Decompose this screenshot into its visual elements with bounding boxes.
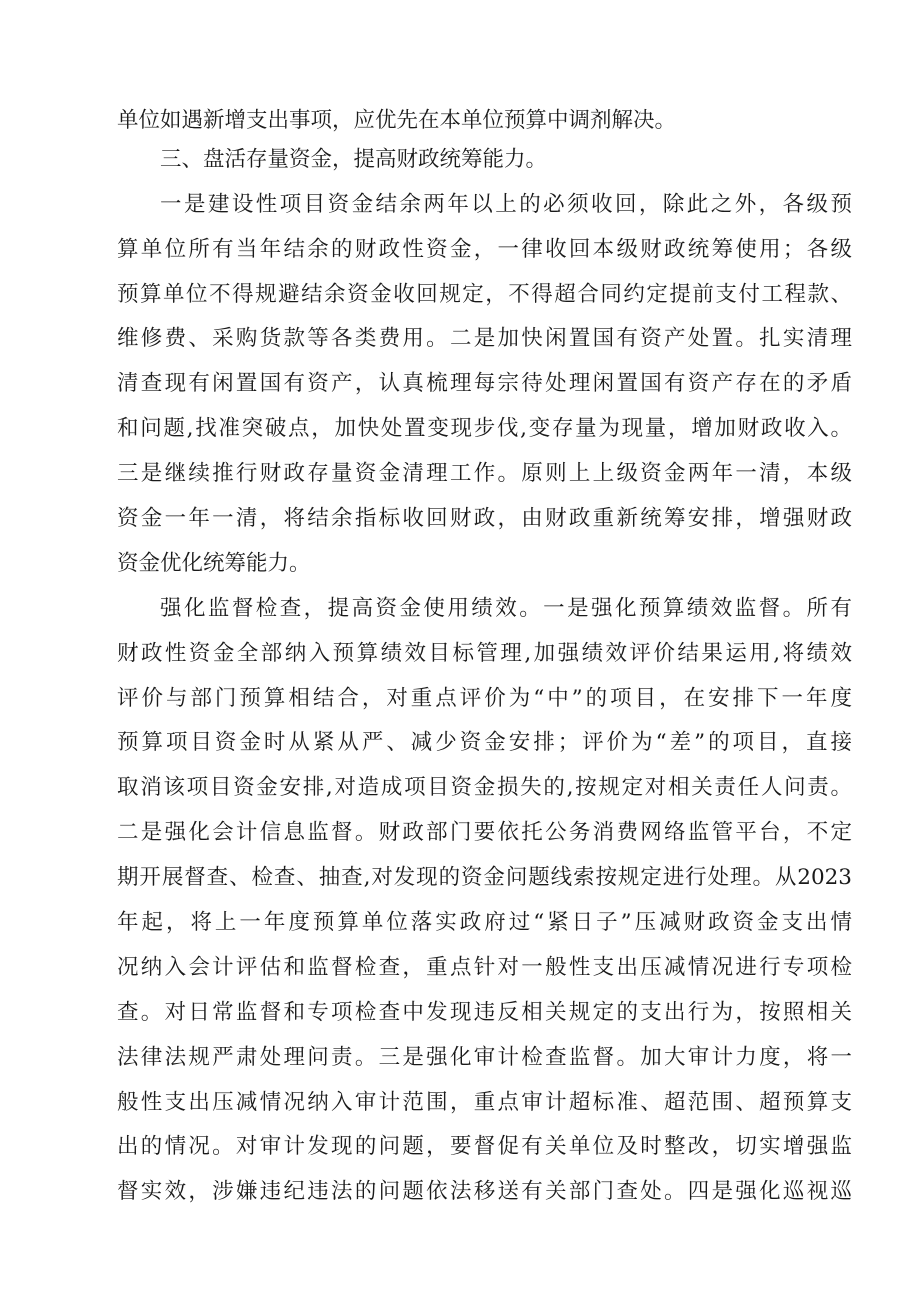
text-line: 法律法规严肃处理问责。三是强化审计检查监督。加大审计力度，将一 (117, 1045, 852, 1070)
text-line: 预算项目资金时从紧从严、减少资金安排；评价为“差”的项目，直接 (117, 730, 852, 755)
text-line: 况纳入会计评估和监督检查，重点针对一般性支出压减情况进行专项检 (117, 955, 852, 980)
text-line: 清查现有闲置国有资产，认真梳理每宗待处理闲置国有资产存在的矛盾 (117, 371, 852, 396)
text-line: 督实效，涉嫌违纪违法的问题依法移送有关部门查处。四是强化巡视巡 (117, 1179, 852, 1204)
text-line: 强化监督检查，提高资金使用绩效。一是强化预算绩效监督。所有 (160, 596, 852, 621)
text-line: 年起，将上一年度预算单位落实政府过“紧日子”压减财政资金支出情 (117, 910, 852, 935)
text-line: 财政性资金全部纳入预算绩效目标管理,加强绩效评价结果运用,将绩效 (117, 641, 852, 666)
text-line: 期开展督查、检查、抽查,对发现的资金问题线索按规定进行处理。从2023 (117, 865, 852, 890)
text-line: 取消该项目资金安排,对造成项目资金损失的,按规定对相关责任人问责。 (117, 775, 852, 800)
section-heading: 三、盘活存量资金，提高财政统筹能力。 (160, 147, 548, 172)
text-line: 资金优化统筹能力。 (117, 551, 311, 576)
text-line: 出的情况。对审计发现的问题，要督促有关单位及时整改，切实增强监 (117, 1134, 852, 1159)
text-line: 评价与部门预算相结合，对重点评价为“中”的项目，在安排下一年度 (117, 686, 852, 711)
text-line: 资金一年一清，将结余指标收回财政，由财政重新统筹安排，增强财政 (117, 506, 852, 531)
text-line: 般性支出压减情况纳入审计范围，重点审计超标准、超范围、超预算支 (117, 1090, 852, 1115)
text-line: 预算单位不得规避结余资金收回规定，不得超合同约定提前支付工程款、 (117, 282, 852, 307)
text-line: 和问题,找准突破点，加快处置变现步伐,变存量为现量，增加财政收入。 (117, 416, 852, 441)
text-line: 算单位所有当年结余的财政性资金，一律收回本级财政统筹使用；各级 (117, 237, 852, 262)
text-line: 查。对日常监督和专项检查中发现违反相关规定的支出行为，按照相关 (117, 1000, 852, 1025)
text-line: 一是建设性项目资金结余两年以上的必须收回，除此之外，各级预 (160, 192, 852, 217)
text-line: 单位如遇新增支出事项，应优先在本单位预算中调剂解决。 (117, 108, 677, 133)
text-line: 二是强化会计信息监督。财政部门要依托公务消费网络监管平台，不定 (117, 820, 852, 845)
text-line: 三是继续推行财政存量资金清理工作。原则上上级资金两年一清，本级 (117, 461, 852, 486)
text-line: 维修费、采购货款等各类费用。二是加快闲置国有资产处置。扎实清理 (117, 326, 852, 351)
